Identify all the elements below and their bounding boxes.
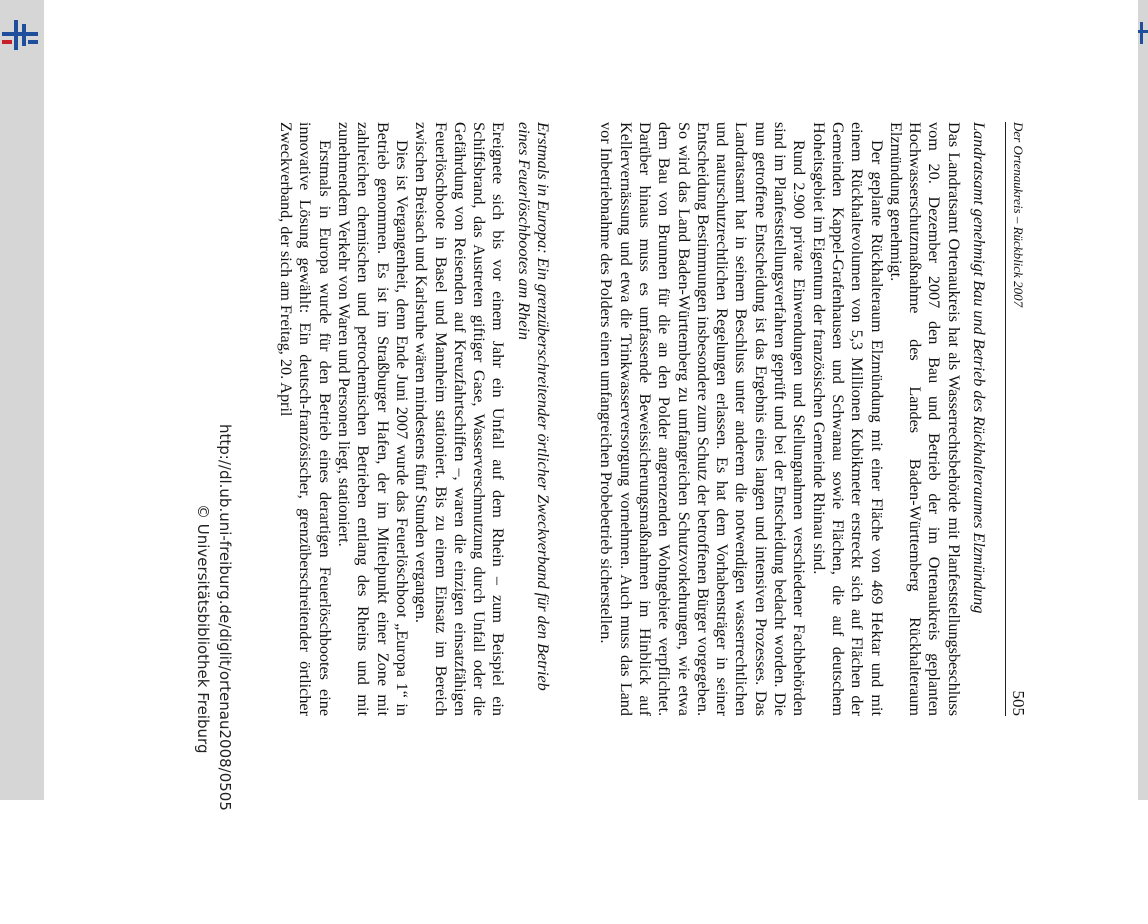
- source-url[interactable]: [210, 424, 234, 924]
- source-url-text[interactable]: http://dl.ub.uni-freiburg.de/diglit/ortenau2008/0505: [216, 424, 234, 811]
- library-logo-icon: [0, 18, 40, 52]
- scanned-page: [114, 24, 1034, 811]
- left-margin-strip: [0, 0, 44, 800]
- section-heading: Landratsamt genehmigt Bau und Betrieb des Rückhalteraumes Elzmündung: [970, 122, 988, 614]
- page-number: 505: [1009, 690, 1028, 716]
- paragraph: Der geplante Rückhalteraum Elzmündung mit einer Fläche von 469 Hektar und mit einem Rückhaltevolumen von 5,3 Millionen Kubikmeter erstreckt sich auf Flächen der Gemeinden Kappel-Grafenhausen und Schwanau sowie Flächen, die auf deutschem Hoheitsgebiet im Eigentum der französischen Gemeinde Rhinau sind.: [809, 122, 886, 716]
- running-head: [1005, 122, 1034, 716]
- right-margin-strip: [1138, 0, 1148, 800]
- paragraph: Dies ist Vergangenheit, denn Ende Juni 2007 wurde das Feuerlöschboot „Europa 1“ in Betrieb genommen. Es ist im Straßburger Hafen, der im Mittelpunkt einer Zone mit zahlreichen chemischen und petrochemischen Betrieben entlang des Rheins und mit zunehmendem Verkehr von Waren und Personen liegt, stationiert.: [335, 122, 411, 716]
- copyright-notice: © Universitätsbibliothek Freiburg: [194, 504, 212, 754]
- paragraph: Ereignete sich bis vor einem Jahr ein Unfall auf dem Rhein – zum Beispiel ein Schiffsbrand, das Austreten giftiger Gase, Wasserverschmutzung durch Unfall oder die Gefährdung von Reisenden auf Kreuzfahrtschiffen –, waren die einzigen einsatzfähigen Feuerlöschboote in Basel und Mannheim stationiert. Bis zu einem Einsatz im Bereich zwischen Breisach und Karlsruhe wären mindestens fünf Stunden vergangen.: [412, 122, 508, 716]
- library-logo-icon: [1138, 20, 1148, 46]
- paragraph: Rund 2.900 private Einwendungen und Stellungnahmen verschiedener Fachbehörden sind im Planfeststellungsverfahren geprüft und bei der Entscheidung bedacht worden. Die nun getroffene Entscheidung ist das Ergebnis eines langen und intensiven Prozesses. Das Landratsamt hat in seinem Beschluss unter anderem die notwendigen wasserrechtlichen und naturschutzrechtlichen Regelungen erlassen. Es hat dem Vorhabensträger in seiner Entscheidung Bestimmungen insbesondere zum Schutz der betroffenen Bürger vorgegeben. So wird das Land Baden-Württemberg zu umfangreichen Schutzvorkehrungen, wie etwa dem Bau von Brunnen für die an den Polder angrenzenden Wohngebiete verpflichtet. Darüber hinaus muss es umfassende Beweissicherungsmaßnahmen im Hinblick auf Kellervernässung und etwa die Trinkwasserversorgung vornehmen. Auch muss das Land vor Inbetriebnahme des Polders einen umfangreichen Probebetrieb sicherstellen.: [597, 122, 809, 716]
- paragraph: Erstmals in Europa wurde für den Betrieb eines derartigen Feuerlöschbootes eine innovative Lösung gewählt: Ein deutsch-französischer, grenzüberschreitender örtlicher Zweckverband, der sich am Freitag, 20. April: [277, 122, 334, 716]
- page-body: [276, 122, 994, 716]
- paragraph: Das Landratsamt Ortenaukreis hat als Wasserrechtsbehörde mit Planfeststellungsbeschluss vom 20. Dezember 2007 den Bau und Betrieb der im Ortenaukreis geplanten Hochwasserschutzmaßnahme des Landes Baden-Württemberg Rückhalteraum Elzmündung genehmigt.: [886, 122, 963, 716]
- section-heading: Erstmals in Europa: Ein grenzüberschreitender örtlicher Zweckverband für den Betrieb eines Feuerlöschbootes am Rhein: [514, 122, 553, 691]
- running-head-title: Der Ortenaukreis – Rückblick 2007: [1011, 122, 1026, 308]
